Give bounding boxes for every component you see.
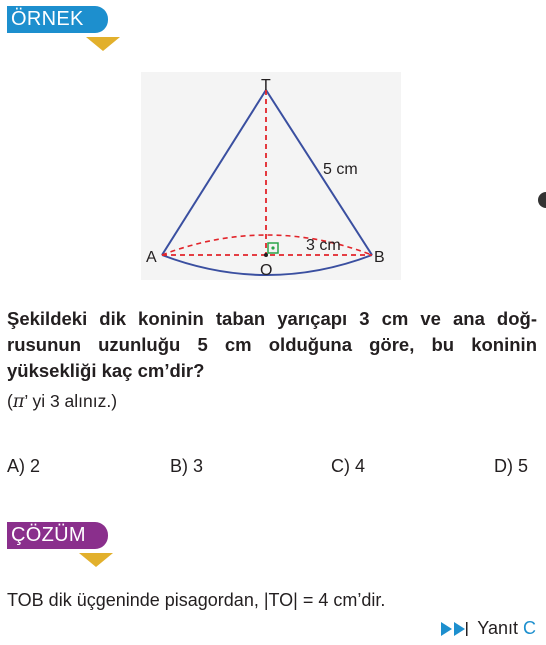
badge-triangle-icon — [86, 37, 120, 51]
cone-figure — [141, 72, 401, 280]
solution-badge-label: ÇÖZÜM — [7, 522, 108, 549]
pi-symbol: π — [12, 392, 25, 412]
choice-b[interactable]: B) 3 — [170, 456, 204, 476]
right-angle-dot — [271, 246, 274, 249]
choice-d[interactable]: D) 5 — [494, 456, 529, 476]
cone-figure-panel — [141, 72, 401, 280]
center-point — [264, 253, 268, 257]
answer-letter: C — [523, 618, 536, 638]
answer-line — [441, 618, 536, 639]
question-text — [7, 306, 537, 384]
answer-label: Yanıt — [477, 618, 518, 638]
center-label: O — [260, 262, 273, 279]
question-line: yüksekliği kaç cm’dir? — [7, 360, 205, 381]
note-open-paren: ( — [7, 391, 13, 411]
question-line: Şekildeki dik koninin taban yarıçapı 3 cm ve ana doğ- — [7, 308, 537, 329]
double-arrow-icon — [441, 622, 469, 636]
page-edge-tab — [538, 192, 546, 208]
left-label: A — [146, 249, 157, 266]
slant-line-ta — [162, 90, 266, 255]
example-badge-label: ÖRNEK — [7, 6, 108, 33]
solution-text: TOB dik üçgeninde pisagordan, |TO| = 4 cm’dir. — [7, 590, 386, 610]
badge-triangle-icon — [79, 553, 113, 567]
note-text: ’ yi 3 alınız.) — [24, 391, 118, 411]
question-line: rusunun uzunluğu 5 cm olduğuna göre, bu koninin — [7, 334, 537, 355]
slant-length-label: 5 cm — [323, 161, 358, 178]
apex-label: T — [261, 77, 271, 94]
right-label: B — [374, 249, 385, 266]
choice-c[interactable]: C) 4 — [331, 456, 366, 476]
pi-note — [7, 391, 117, 412]
radius-length-label: 3 cm — [306, 237, 341, 254]
choice-a[interactable]: A) 2 — [7, 456, 41, 476]
